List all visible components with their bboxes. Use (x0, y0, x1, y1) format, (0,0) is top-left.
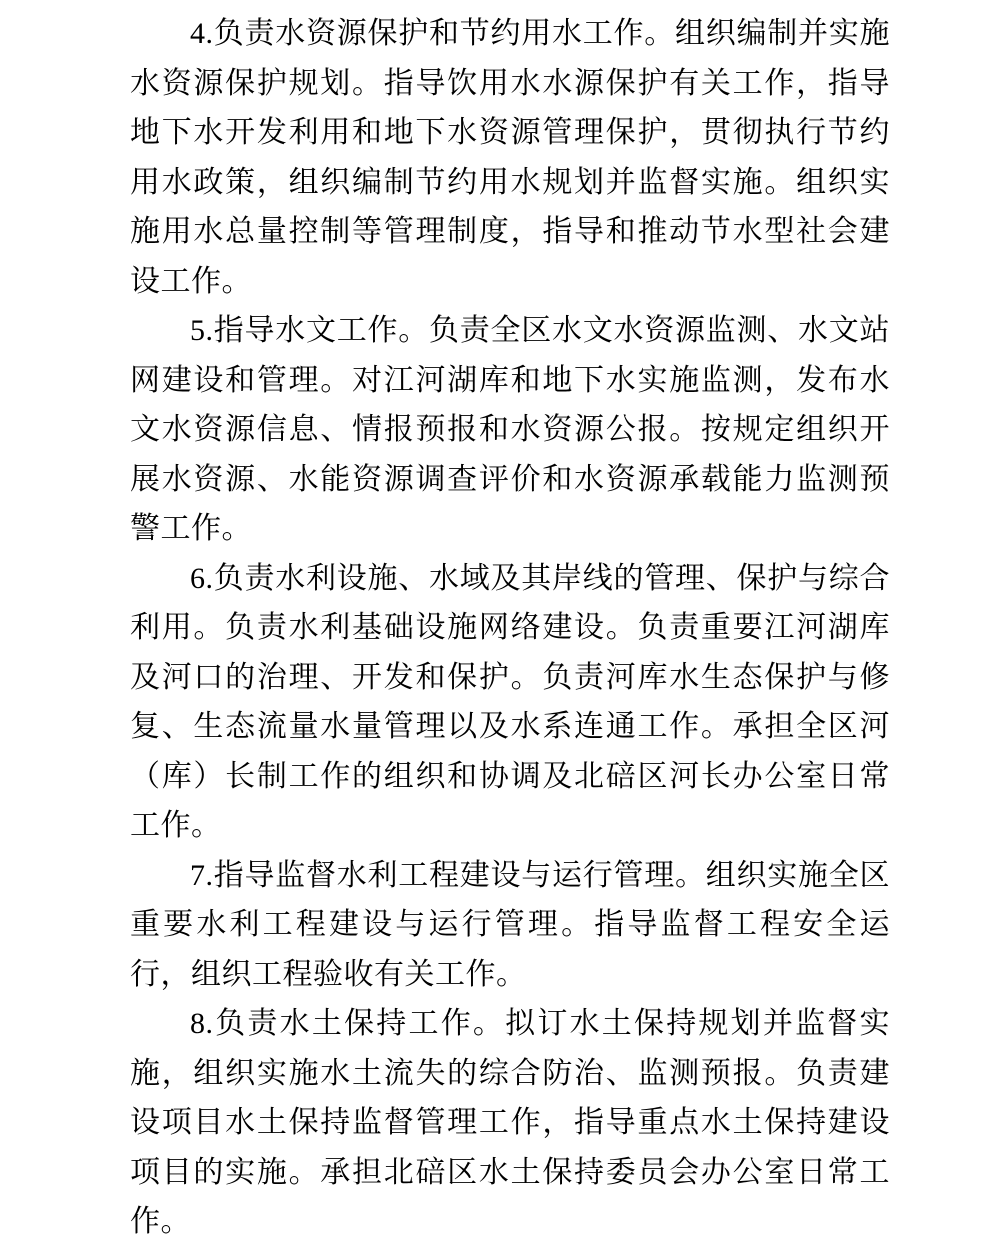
clause-paragraph-8 (130, 999, 890, 1247)
clause-paragraph-5 (130, 306, 890, 554)
clause-body: 负责水利设施、水域及其岸线的管理、保护与综合利用。负责水利基础设施网络建设。负责重要江河湖库及河口的治理、开发和保护。负责河库水生态保护与修复、生态流量水量管理以及水系连通工作。承担全区河（库）长制工作的组织和协调及北碚区河长办公室日常工作。 (130, 561, 890, 842)
clause-number: 7. (190, 858, 214, 892)
clause-number: 4. (190, 17, 214, 50)
clause-body: 负责水土保持工作。拟订水土保持规划并监督实施，组织实施水土流失的综合防治、监测预报。负责建设项目水土保持监督管理工作，指导重点水土保持建设项目的实施。承担北碚区水土保持委员会办公室日常工作。 (130, 1007, 890, 1238)
clause-number: 8. (190, 1007, 214, 1040)
clause-number: 5. (190, 314, 214, 347)
clause-body: 负责水资源保护和节约用水工作。组织编制并实施水资源保护规划。指导饮用水水源保护有关工作，指导地下水开发利用和地下水资源管理保护，贯彻执行节约用水政策，组织编制节约用水规划并监督实施。组织实施用水总量控制等管理制度，指导和推动节水型社会建设工作。 (130, 17, 890, 298)
clause-paragraph-7 (130, 851, 890, 1000)
clause-paragraph-6 (130, 554, 890, 851)
clause-paragraph-4 (130, 9, 890, 306)
clause-body: 指导监督水利工程建设与运行管理。组织实施全区重要水利工程建设与运行管理。指导监督工程安全运行，组织工程验收有关工作。 (130, 858, 890, 991)
clause-body: 指导水文工作。负责全区水文水资源监测、水文站网建设和管理。对江河湖库和地下水实施监测，发布水文水资源信息、情报预报和水资源公报。按规定组织开展水资源、水能资源调查评价和水资源承载能力监测预警工作。 (130, 314, 890, 545)
clause-number: 6. (190, 561, 214, 595)
